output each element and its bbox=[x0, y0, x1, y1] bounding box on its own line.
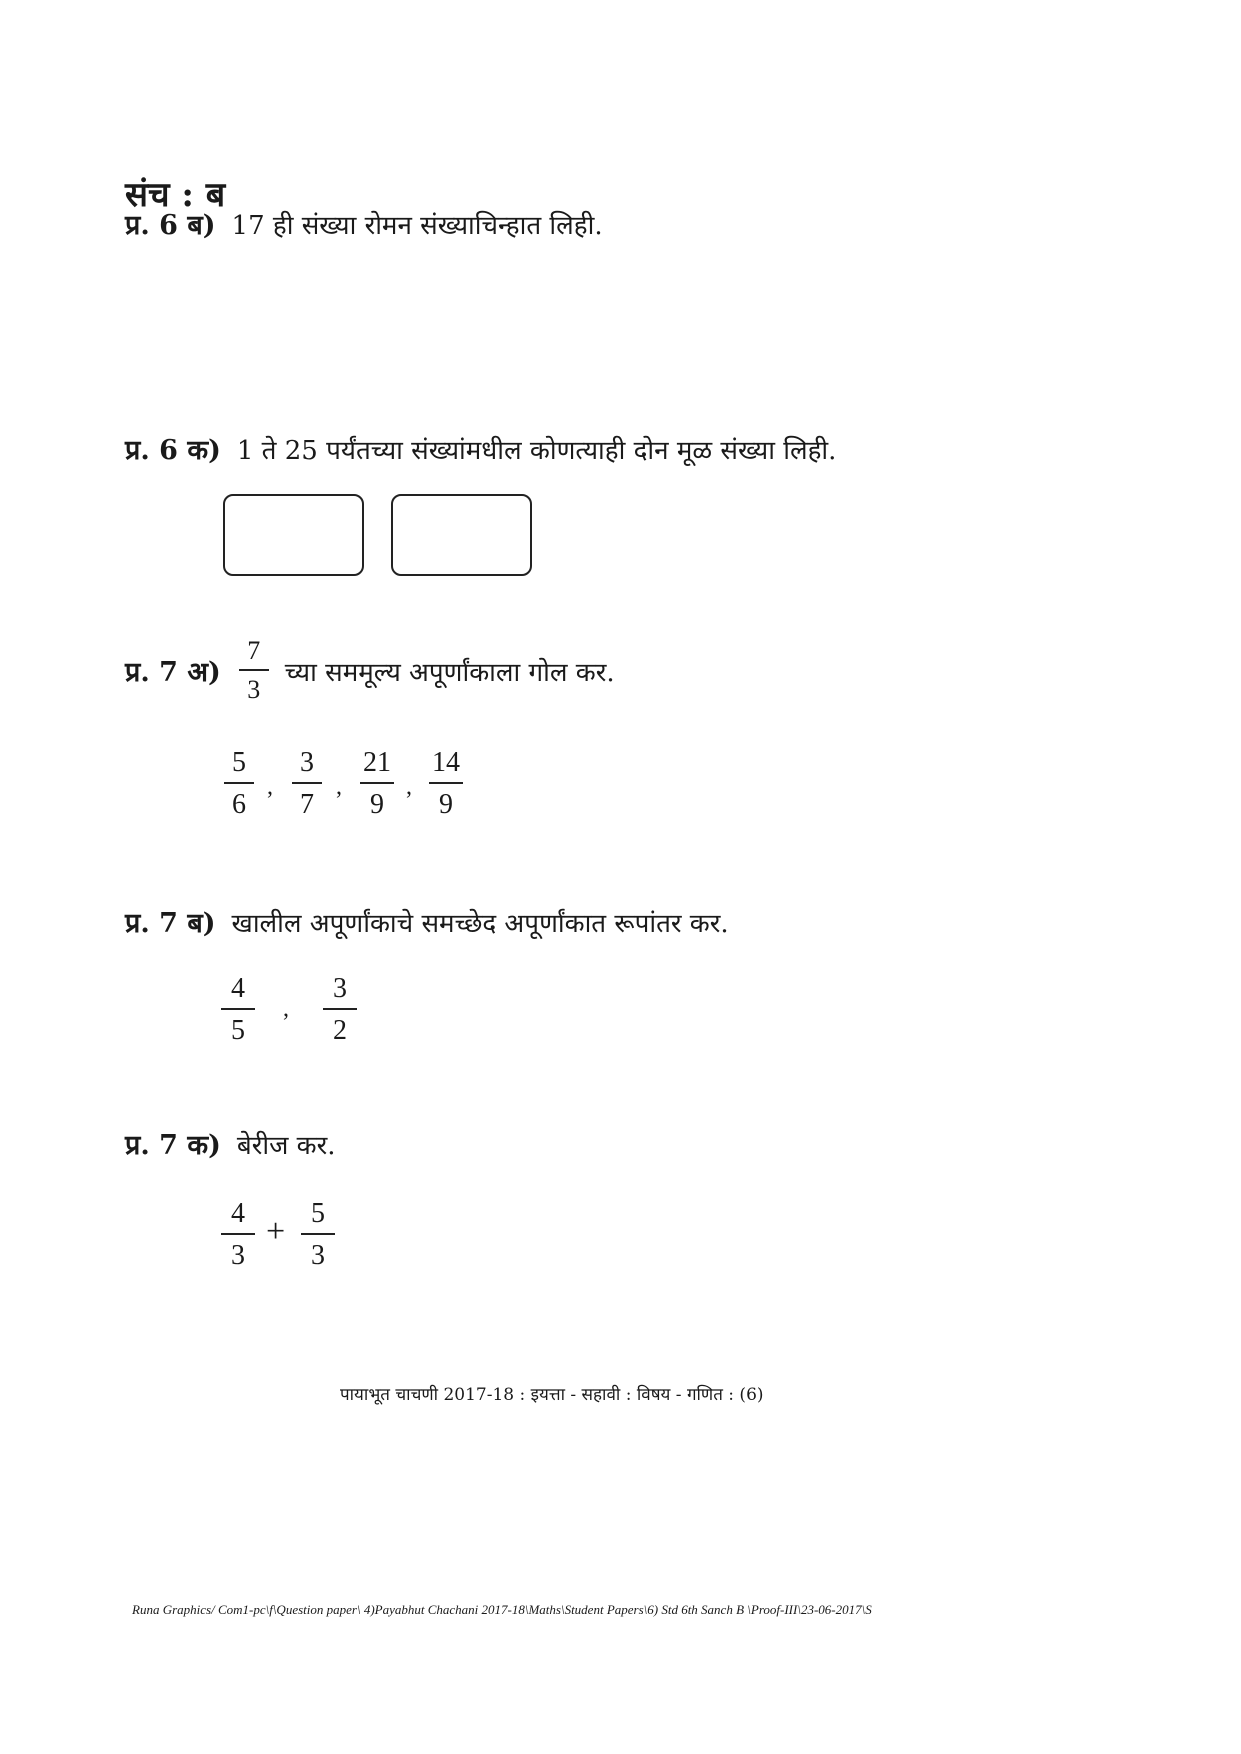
set-title: संच : ब bbox=[125, 175, 226, 215]
fraction-numerator: 5 bbox=[311, 1198, 325, 1229]
fraction-numerator: 3 bbox=[300, 747, 314, 778]
fraction-denominator: 6 bbox=[232, 789, 246, 820]
separator: , bbox=[336, 774, 342, 800]
given-fraction bbox=[239, 638, 269, 703]
question-text: च्या सममूल्य अपूर्णांकाला गोल कर. bbox=[284, 657, 615, 688]
answer-box-2[interactable] bbox=[391, 494, 532, 576]
question-text: बेरीज कर. bbox=[236, 1130, 336, 1161]
fraction-1 bbox=[221, 975, 255, 1045]
question-label: प्र. 7 अ) bbox=[125, 657, 221, 688]
question-label: प्र. 7 क) bbox=[125, 1130, 221, 1161]
separator: , bbox=[406, 774, 412, 800]
question-label: प्र. 7 ब) bbox=[125, 908, 216, 939]
fraction-numerator: 5 bbox=[232, 747, 246, 778]
option-fraction-3[interactable] bbox=[360, 749, 394, 819]
fraction-1 bbox=[221, 1200, 255, 1270]
fraction-denominator: 3 bbox=[231, 1240, 245, 1271]
question-7b bbox=[125, 903, 729, 940]
fraction-denominator: 9 bbox=[439, 789, 453, 820]
question-6b bbox=[125, 205, 603, 242]
separator: , bbox=[267, 774, 273, 800]
separator: , bbox=[283, 996, 289, 1022]
fraction-denominator: 3 bbox=[311, 1240, 325, 1271]
question-label: प्र. 6 ब) bbox=[125, 210, 216, 241]
option-fraction-4[interactable] bbox=[429, 749, 463, 819]
fraction-numerator: 4 bbox=[231, 1198, 245, 1229]
fraction-denominator: 5 bbox=[231, 1015, 245, 1046]
fraction-2 bbox=[323, 975, 357, 1045]
answer-box-1[interactable] bbox=[223, 494, 364, 576]
question-text: 17 ही संख्या रोमन संख्याचिन्हात लिही. bbox=[231, 210, 603, 241]
question-6c bbox=[125, 430, 836, 467]
page-footer: पायाभूत चाचणी 2017-18 : इयत्ता - सहावी : विषय - गणित : (6) bbox=[340, 1385, 764, 1405]
fraction-denominator: 9 bbox=[370, 789, 384, 820]
fraction-2 bbox=[301, 1200, 335, 1270]
fraction-denominator: 7 bbox=[300, 789, 314, 820]
fraction-numerator: 14 bbox=[432, 747, 460, 778]
option-fraction-1[interactable] bbox=[224, 749, 254, 819]
fraction-denominator: 2 bbox=[333, 1015, 347, 1046]
fraction-numerator: 21 bbox=[363, 747, 391, 778]
question-text: 1 ते 25 पर्यंतच्या संख्यांमधील कोणत्याही दोन मूळ संख्या लिही. bbox=[236, 435, 837, 466]
question-7a bbox=[125, 638, 615, 703]
question-text: खालील अपूर्णांकाचे समच्छेद अपूर्णांकात रूपांतर कर. bbox=[231, 908, 729, 939]
fraction-numerator: 3 bbox=[333, 973, 347, 1004]
question-7c bbox=[125, 1125, 336, 1162]
question-label: प्र. 6 क) bbox=[125, 435, 221, 466]
fraction-denominator: 3 bbox=[247, 675, 261, 704]
fraction-numerator: 4 bbox=[231, 973, 245, 1004]
fraction-numerator: 7 bbox=[247, 636, 261, 665]
plus-operator: + bbox=[266, 1213, 286, 1250]
file-path-footer: Runa Graphics/ Com1-pc\f\Question paper\ 4)Payabhut Chachani 2017-18\Maths\Student Papers\6) Std 6th Sanch B \Proof-III\23-06-2017\S bbox=[132, 1602, 872, 1617]
option-fraction-2[interactable] bbox=[292, 749, 322, 819]
